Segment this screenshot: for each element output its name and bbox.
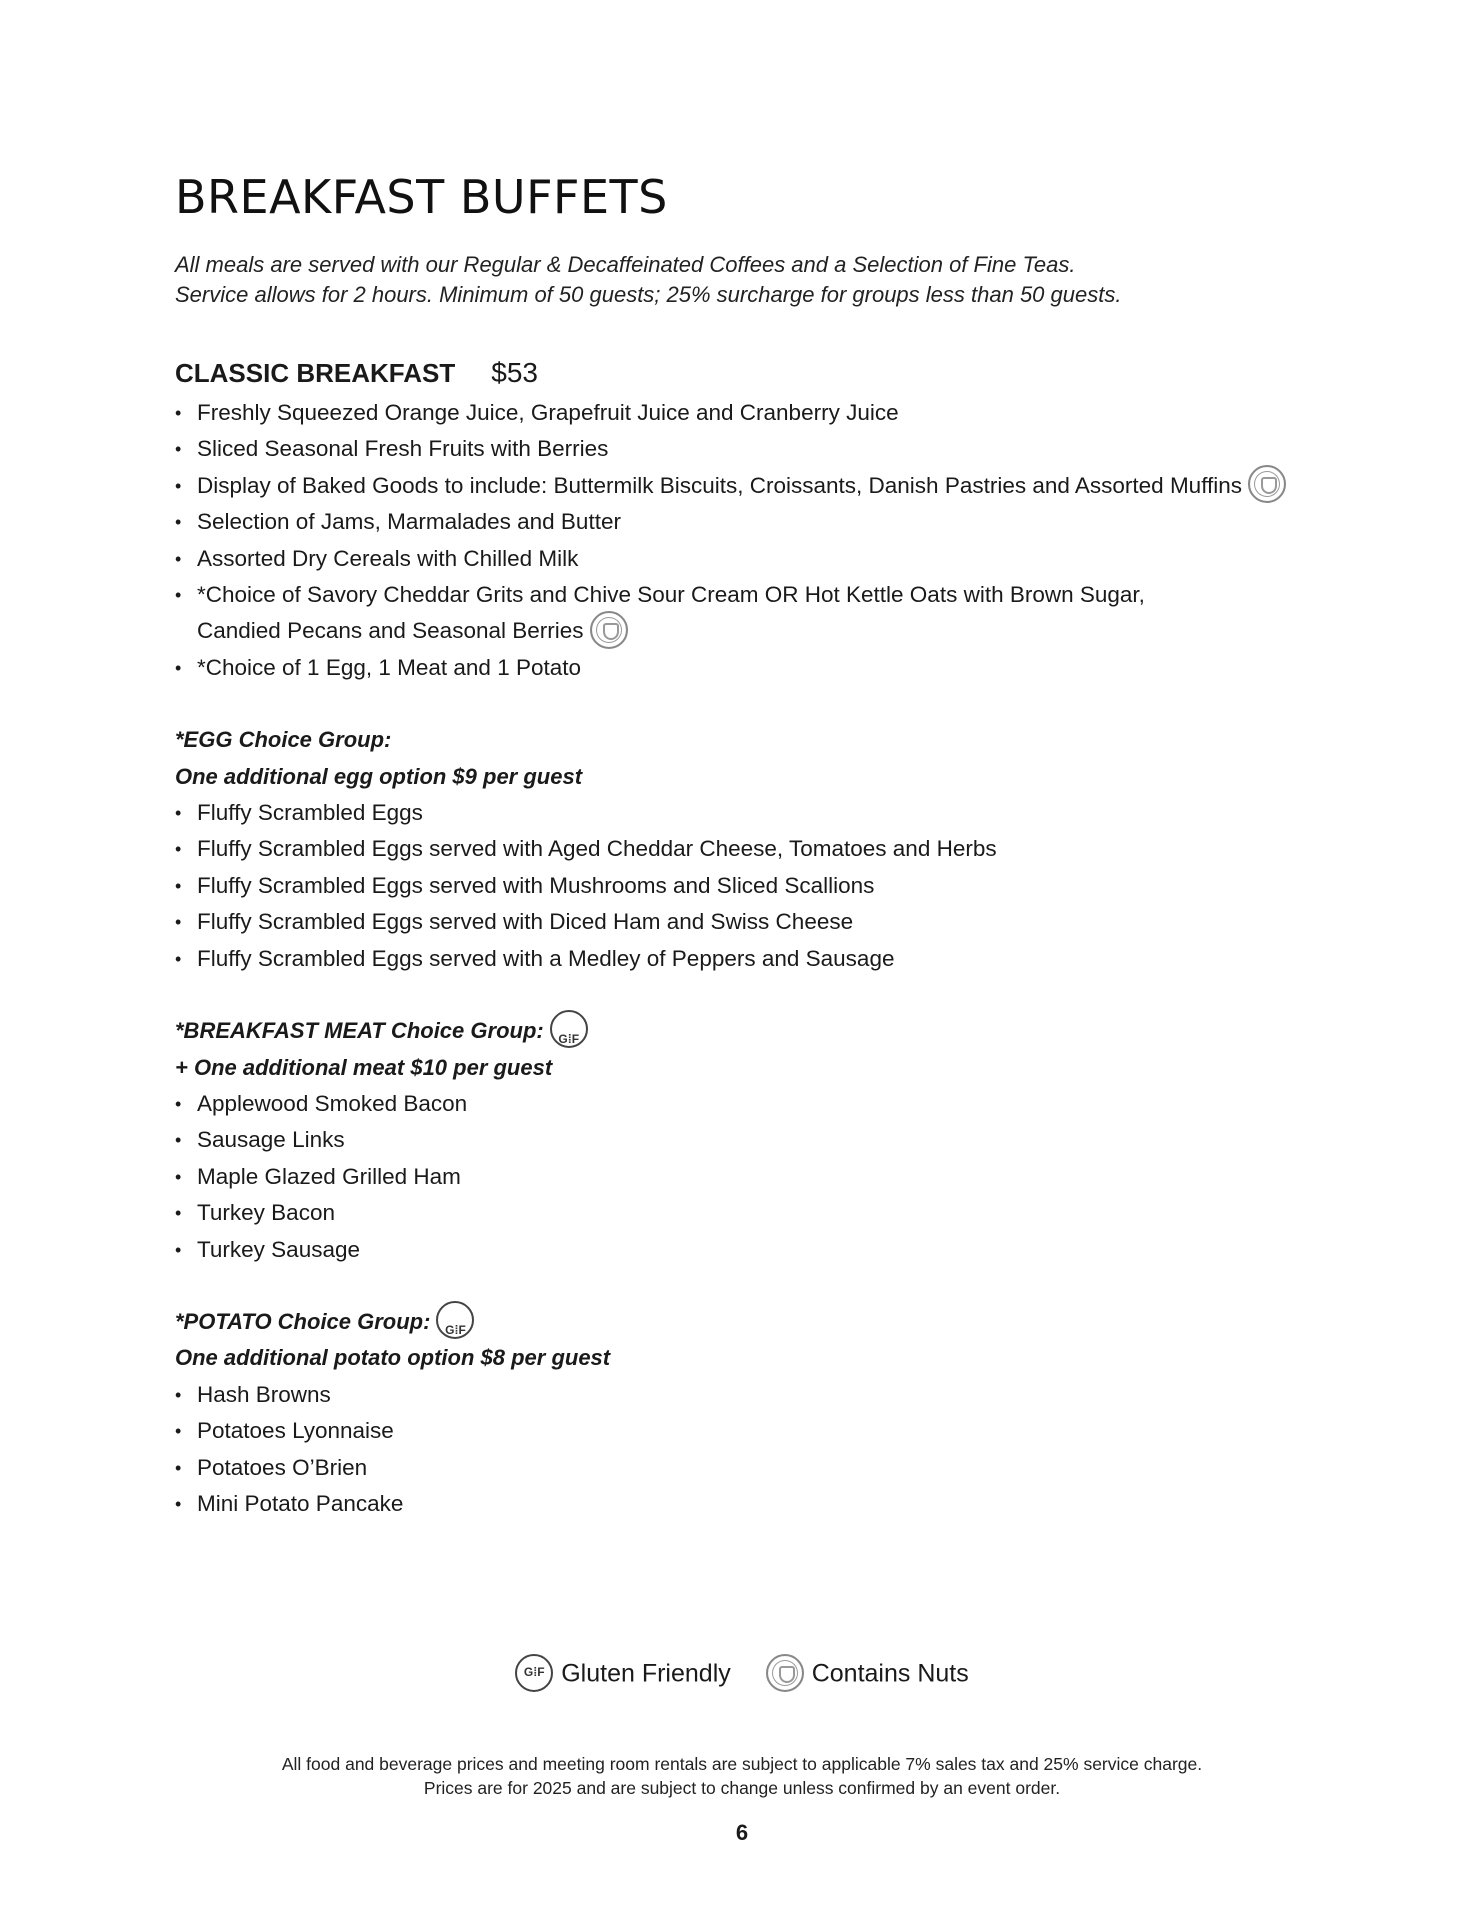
list-item: • Mini Potato Pancake bbox=[175, 1486, 1365, 1522]
list-item: • Potatoes Lyonnaise bbox=[175, 1413, 1365, 1449]
contains-nuts-icon bbox=[590, 611, 628, 649]
page-title: BREAKFAST BUFFETS bbox=[175, 170, 668, 224]
section-name: CLASSIC BREAKFAST bbox=[175, 358, 456, 388]
legend-gluten-friendly bbox=[515, 1658, 731, 1692]
footer-disclaimer bbox=[175, 1752, 1309, 1800]
menu-content bbox=[175, 395, 1365, 1522]
egg-group-heading: *EGG Choice Group: bbox=[175, 727, 392, 753]
classic-breakfast-list bbox=[175, 395, 1365, 686]
list-item: • Turkey Bacon bbox=[175, 1195, 1365, 1231]
list-item: • Selection of Jams, Marmalades and Butter bbox=[175, 504, 1365, 540]
potato-choice-list bbox=[175, 1377, 1365, 1523]
gluten-friendly-icon bbox=[515, 1654, 553, 1692]
egg-choice-list bbox=[175, 795, 1365, 977]
contains-nuts-icon bbox=[766, 1654, 804, 1692]
list-item: • Assorted Dry Cereals with Chilled Milk bbox=[175, 541, 1365, 577]
list-item: • Sausage Links bbox=[175, 1122, 1365, 1158]
legend-contains-nuts-label: Contains Nuts bbox=[811, 1659, 969, 1688]
list-item: • *Choice of 1 Egg, 1 Meat and 1 Potato bbox=[175, 650, 1365, 686]
intro-text bbox=[175, 250, 1121, 310]
list-item: • Maple Glazed Grilled Ham bbox=[175, 1159, 1365, 1195]
list-item: • Freshly Squeezed Orange Juice, Grapefruit Juice and Cranberry Juice bbox=[175, 395, 1365, 431]
list-item: • *Choice of Savory Cheddar Grits and Chive Sour Cream OR Hot Kettle Oats with Brown Sugar, Candied Pecans and Seasonal Berries bbox=[175, 577, 1365, 650]
footer-line-2: Prices are for 2025 and are subject to change unless confirmed by an event order. bbox=[423, 1778, 1061, 1798]
egg-group-subheading: One additional egg option $9 per guest bbox=[175, 763, 583, 789]
contains-nuts-icon bbox=[1248, 465, 1286, 503]
page-number: 6 bbox=[735, 1820, 749, 1845]
list-item: • Applewood Smoked Bacon bbox=[175, 1086, 1365, 1122]
section-header bbox=[175, 355, 538, 391]
legend-gluten-friendly-label: Gluten Friendly bbox=[561, 1659, 731, 1688]
legend-contains-nuts bbox=[766, 1658, 969, 1692]
list-item: • Hash Browns bbox=[175, 1377, 1365, 1413]
list-item: • Potatoes O’Brien bbox=[175, 1450, 1365, 1486]
list-item: • Turkey Sausage bbox=[175, 1232, 1365, 1268]
list-item: • Fluffy Scrambled Eggs served with Mushrooms and Sliced Scallions bbox=[175, 868, 1365, 904]
list-item: • Sliced Seasonal Fresh Fruits with Berries bbox=[175, 431, 1365, 467]
meat-group-subheading: + One additional meat $10 per guest bbox=[175, 1054, 553, 1080]
meat-group-heading-row bbox=[175, 1013, 1365, 1049]
icon-legend bbox=[175, 1658, 1309, 1692]
meat-group-heading: *BREAKFAST MEAT Choice Group: bbox=[175, 1018, 544, 1044]
list-item: • Fluffy Scrambled Eggs served with Aged Cheddar Cheese, Tomatoes and Herbs bbox=[175, 831, 1365, 867]
list-item: • Display of Baked Goods to include: Buttermilk Biscuits, Croissants, Danish Pastries and Assorted Muffins bbox=[175, 468, 1365, 504]
intro-line-2: Service allows for 2 hours. Minimum of 50 guests; 25% surcharge for groups less than 50 guests. bbox=[175, 282, 1122, 307]
intro-line-1: All meals are served with our Regular & Decaffeinated Coffees and a Selection of Fine Teas. bbox=[175, 252, 1076, 277]
meat-choice-list bbox=[175, 1086, 1365, 1268]
footer-line-1: All food and beverage prices and meeting room rentals are subject to applicable 7% sales tax and 25% service charge. bbox=[281, 1754, 1203, 1774]
section-price: $53 bbox=[491, 357, 538, 388]
gluten-friendly-icon bbox=[436, 1301, 474, 1339]
gluten-friendly-icon bbox=[550, 1010, 588, 1048]
list-item: • Fluffy Scrambled Eggs bbox=[175, 795, 1365, 831]
potato-group-heading-row bbox=[175, 1304, 1365, 1340]
potato-group-heading: *POTATO Choice Group: bbox=[175, 1308, 431, 1334]
potato-group-subheading: One additional potato option $8 per guest bbox=[175, 1345, 611, 1371]
list-item: • Fluffy Scrambled Eggs served with a Medley of Peppers and Sausage bbox=[175, 941, 1365, 977]
list-item: • Fluffy Scrambled Eggs served with Diced Ham and Swiss Cheese bbox=[175, 904, 1365, 940]
